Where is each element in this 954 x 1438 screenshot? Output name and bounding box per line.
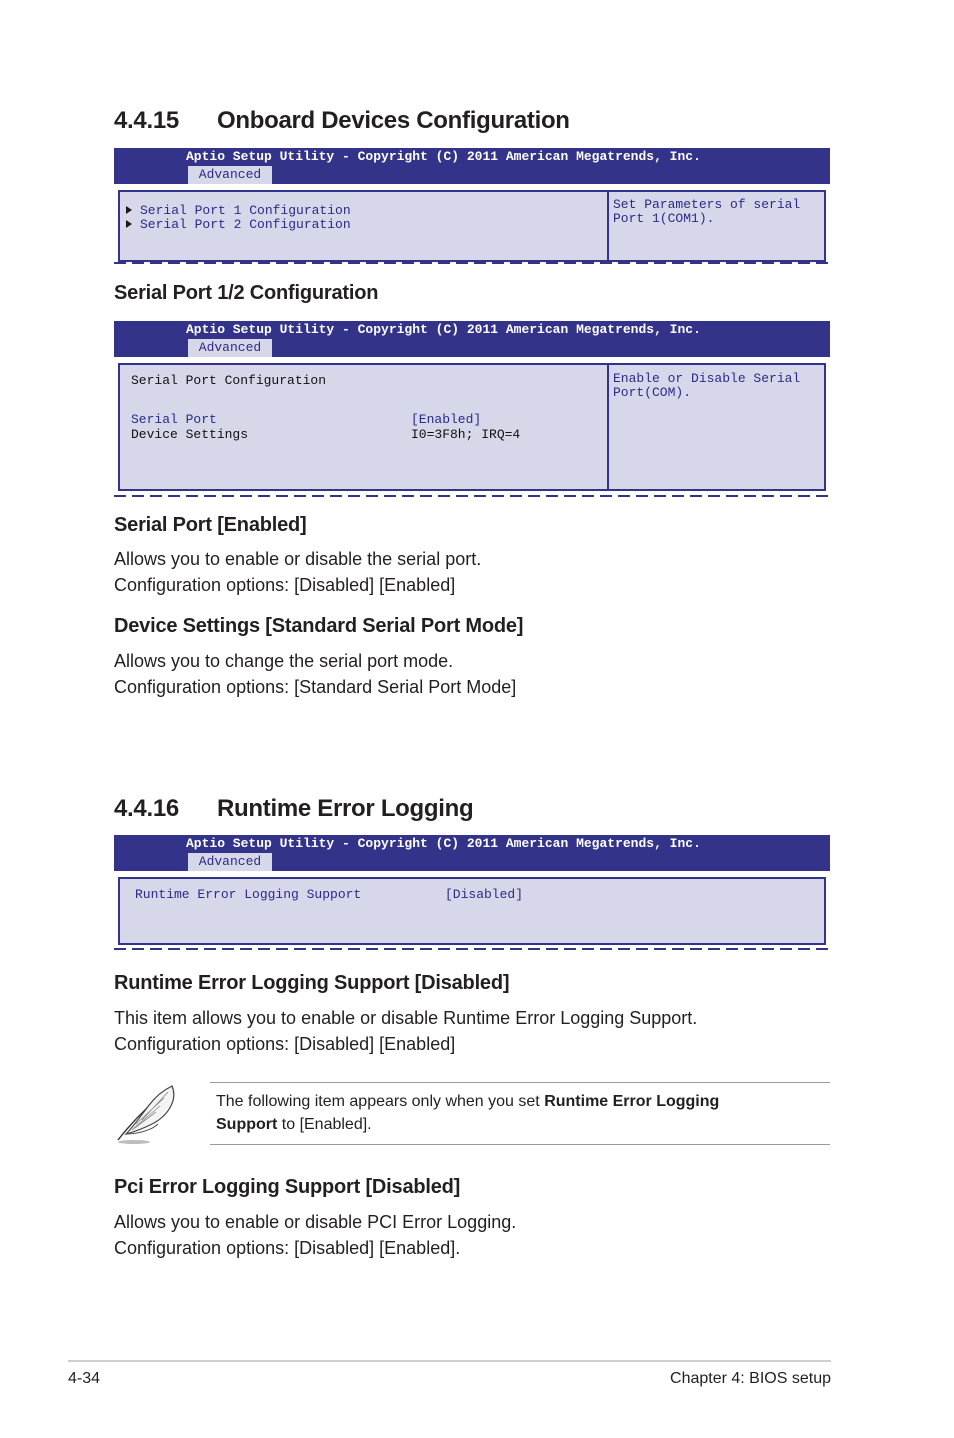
help-text-line-1: Set Parameters of serial [613,197,801,212]
bios-bottom-dash [114,262,830,264]
runtime-error-logging-label[interactable]: Runtime Error Logging Support [135,887,362,902]
serial-port-label[interactable]: Serial Port [131,412,217,427]
bios-header [114,148,830,184]
bios-tab-advanced[interactable]: Advanced [188,853,272,871]
subheading-serial-port-1-2: Serial Port 1/2 Configuration [114,282,379,304]
note-text: The following item appears only when you set Runtime Error Logging Support to [Enabled]. [216,1093,720,1133]
page-number: 4-34 [68,1370,101,1387]
section-heading: Runtime Error Logging [217,795,474,822]
bios-copyright: Aptio Setup Utility - Copyright (C) 2011 American Megatrends, Inc. [186,836,701,851]
panel-divider [607,365,609,489]
section-title-4-4-16 [114,795,473,823]
subheading-runtime-error-logging-support: Runtime Error Logging Support [Disabled] [114,972,510,994]
menu-item-serial-port-1[interactable]: Serial Port 1 Configuration [126,204,351,218]
bios-panel [118,877,826,945]
triangle-right-icon [126,220,132,228]
config-heading: Serial Port Configuration [131,373,327,388]
help-text-line-2: Port(COM). [613,385,692,400]
device-settings-label: Device Settings [131,427,249,442]
bios-copyright: Aptio Setup Utility - Copyright (C) 2011 American Megatrends, Inc. [186,149,701,164]
bios-tab-advanced[interactable]: Advanced [188,166,272,184]
bios-screenshot-onboard-devices [114,148,830,266]
triangle-right-icon [126,206,132,214]
bios-header [114,321,830,357]
device-settings-value: I0=3F8h; IRQ=4 [411,427,521,442]
bios-screenshot-serial-port [114,321,830,499]
serial-port-description: Allows you to enable or disable the serial port. Configuration options: [Disabled] [Enabled] [114,549,482,595]
help-text-line-1: Enable or Disable Serial [613,371,801,386]
chapter-label: Chapter 4: BIOS setup [670,1370,831,1387]
pci-error-logging-description: Allows you to enable or disable PCI Error Logging. Configuration options: [Disabled] [Enabled]. [114,1212,517,1258]
section-number: 4.4.16 [114,795,179,822]
bios-bottom-dash [114,948,830,950]
note-top-rule [210,1082,830,1083]
subheading-pci-error-logging-support: Pci Error Logging Support [Disabled] [114,1176,461,1198]
panel-divider [607,192,609,260]
bios-copyright: Aptio Setup Utility - Copyright (C) 2011 American Megatrends, Inc. [186,322,701,337]
menu-item-serial-port-2[interactable]: Serial Port 2 Configuration [126,218,351,232]
serial-port-value[interactable]: [Enabled] [411,412,482,427]
subheading-device-settings: Device Settings [Standard Serial Port Mode] [114,615,524,637]
runtime-error-logging-value[interactable]: [Disabled] [445,887,524,902]
bios-header [114,835,830,871]
bios-panel [118,190,826,262]
bios-screenshot-runtime-error [114,835,830,953]
section-heading: Onboard Devices Configuration [217,107,570,134]
runtime-error-logging-description: This item allows you to enable or disable Runtime Error Logging Support. Configuration options: [Disabled] [Enabled] [114,1008,698,1054]
note-bottom-rule [210,1144,830,1145]
section-number: 4.4.15 [114,107,179,134]
help-text-line-2: Port 1(COM1). [613,211,715,226]
section-title-4-4-15 [114,107,570,135]
bios-panel [118,363,826,491]
device-settings-description: Allows you to change the serial port mode. Configuration options: [Standard Serial Port Mode] [114,651,517,697]
bios-tab-advanced[interactable]: Advanced [188,339,272,357]
feather-pen-icon [112,1082,178,1146]
footer-rule [68,1360,831,1362]
bios-bottom-dash [114,495,830,497]
subheading-serial-port-enabled: Serial Port [Enabled] [114,514,307,536]
